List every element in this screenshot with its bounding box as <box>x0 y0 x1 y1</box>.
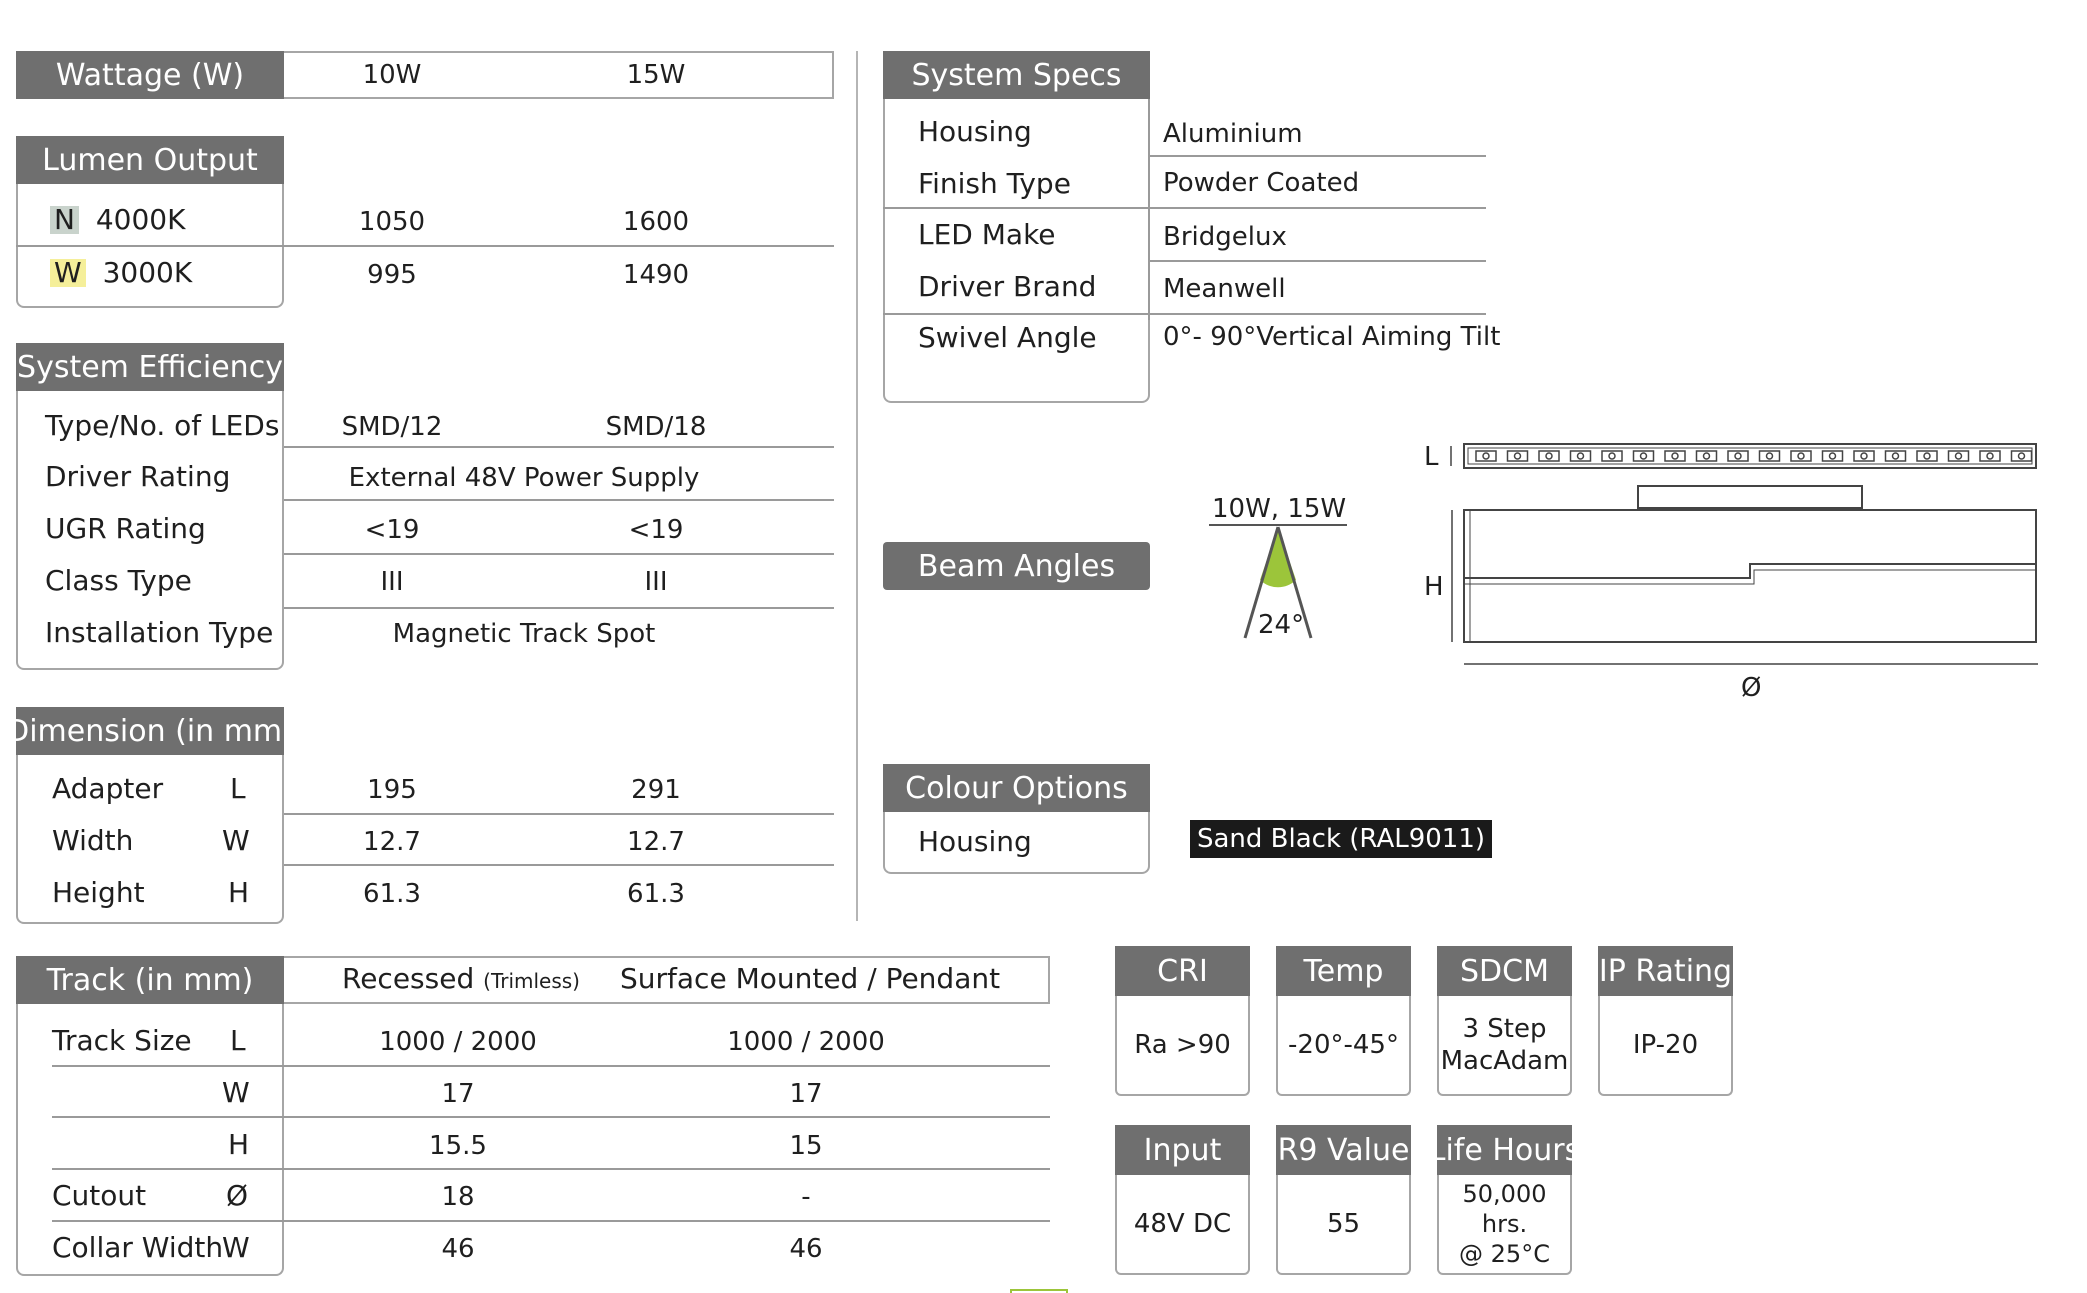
dim-width-10w: 12.7 <box>363 827 421 857</box>
lumen-4000k-10w: 1050 <box>358 207 426 237</box>
colour-swatch-sand-black: Sand Black (RAL9011) <box>1190 820 1492 858</box>
lumen-4000k-15w: 1600 <box>622 207 690 237</box>
track-size-recessed: 1000 / 2000 <box>379 1027 537 1057</box>
eff-class-10w: III <box>380 567 404 597</box>
warm-tag: W <box>50 259 86 287</box>
dim-adapter-10w: 195 <box>367 775 417 805</box>
lumen-divider <box>16 245 834 247</box>
eff-label-leds: Type/No. of LEDs <box>45 409 280 442</box>
sdcm-value-line1: 3 Step <box>1462 1013 1547 1044</box>
colour-label-housing: Housing <box>918 825 1032 858</box>
dim-label-width: Width <box>52 824 134 857</box>
led-dot <box>1483 453 1489 459</box>
led-dot <box>1861 453 1867 459</box>
spec-label-led: LED Make <box>918 218 1056 251</box>
lumen-label-4000k: 4000K <box>95 203 186 236</box>
dim-divider-2 <box>284 864 834 866</box>
lumen-label-3000k: 3000K <box>102 256 193 289</box>
eff-divider-3 <box>284 553 834 555</box>
led-dot <box>1767 453 1773 459</box>
eff-divider-4 <box>284 607 834 609</box>
spec-value-driver: Meanwell <box>1163 274 1286 304</box>
led-dot <box>1987 453 1993 459</box>
track-h-recessed: 15.5 <box>429 1131 487 1161</box>
spec-value-led: Bridgelux <box>1163 222 1287 252</box>
bottom-green-mark <box>1010 1289 1068 1293</box>
life-value <box>1437 1175 1572 1275</box>
beam-angle-value: 24° <box>1258 610 1305 640</box>
track-cutout-surface: - <box>801 1182 811 1212</box>
track-col-recessed <box>342 962 580 995</box>
eff-label-install: Installation Type <box>45 616 274 649</box>
spec-label-finish: Finish Type <box>918 167 1071 200</box>
spec-value-finish: Powder Coated <box>1163 168 1360 198</box>
track-label-size: Track Size <box>52 1024 192 1057</box>
dim-label-adapter: Adapter <box>52 772 164 805</box>
led-dot <box>2019 453 2025 459</box>
eff-divider-1 <box>284 446 834 448</box>
eff-leds-15w: SMD/18 <box>605 412 707 442</box>
dim-height-15w: 61.3 <box>627 879 685 909</box>
specs-inner-divider <box>1148 99 1150 320</box>
track-sym-dia: Ø <box>226 1179 249 1212</box>
ip-header: IP Rating <box>1598 946 1733 996</box>
eff-class-15w: III <box>644 567 668 597</box>
spec-value-swivel: 0°- 90°Vertical Aiming Tilt <box>1163 322 1501 352</box>
eff-label-driver: Driver Rating <box>45 460 231 493</box>
input-header: Input <box>1115 1125 1250 1175</box>
sdcm-value-line2: MacAdam <box>1440 1046 1569 1076</box>
drawing-label-l: L <box>1424 442 1439 472</box>
track-collar-surface: 46 <box>789 1234 823 1264</box>
lumen-3000k-15w: 1490 <box>622 260 690 290</box>
track-w-recessed: 17 <box>441 1079 475 1109</box>
cri-header: CRI <box>1115 946 1250 996</box>
track-col-surface: Surface Mounted / Pendant <box>620 962 1001 995</box>
drawing-label-h: H <box>1424 572 1444 602</box>
lumen-3000k-10w: 995 <box>367 260 417 290</box>
spec-divider-1 <box>1150 155 1486 157</box>
eff-ugr-10w: <19 <box>364 515 420 545</box>
dim-sym-l: L <box>230 772 246 805</box>
dimension-header: Dimension (in mm) <box>16 707 284 755</box>
track-sym-l: L <box>230 1024 246 1057</box>
track-cutout-recessed: 18 <box>441 1182 475 1212</box>
track-header: Track (in mm) <box>16 956 284 1004</box>
temp-value: -20°-45° <box>1276 996 1411 1096</box>
spec-divider-4 <box>883 313 1486 315</box>
dimension-drawing <box>1400 432 2050 702</box>
spec-label-housing: Housing <box>918 115 1032 148</box>
eff-ugr-15w: <19 <box>628 515 684 545</box>
wattage-header: Wattage (W) <box>16 51 284 99</box>
wattage-col-15w: 15W <box>626 60 686 90</box>
track-w-surface: 17 <box>789 1079 823 1109</box>
wattage-col-10w: 10W <box>362 60 422 90</box>
led-dot <box>1704 453 1710 459</box>
spec-value-housing: Aluminium <box>1163 119 1303 149</box>
track-divider-1 <box>52 1065 1050 1067</box>
eff-driver-span: External 48V Power Supply <box>348 463 700 493</box>
track-divider-3 <box>52 1168 1050 1170</box>
led-dot <box>1515 453 1521 459</box>
eff-label-ugr: UGR Rating <box>45 512 206 545</box>
ip-value: IP-20 <box>1598 996 1733 1096</box>
track-divider-2 <box>52 1116 1050 1118</box>
eff-divider-2 <box>284 499 834 501</box>
track-col-recessed-sub: (Trimless) <box>483 969 580 993</box>
track-label-collar: Collar Width <box>52 1231 224 1264</box>
led-dot <box>1924 453 1930 459</box>
column-separator <box>856 51 858 921</box>
r9-header: R9 Value <box>1276 1125 1411 1175</box>
spec-label-driver: Driver Brand <box>918 270 1097 303</box>
dim-sym-w: W <box>222 824 250 857</box>
track-sym-h: H <box>228 1128 250 1161</box>
led-dot <box>1672 453 1678 459</box>
life-header: Life Hours <box>1437 1125 1572 1175</box>
eff-install-span: Magnetic Track Spot <box>392 619 656 649</box>
neutral-tag: N <box>50 206 79 234</box>
dim-width-15w: 12.7 <box>627 827 685 857</box>
spec-divider-3 <box>1150 260 1486 262</box>
beam-title: 10W, 15W <box>1212 494 1347 524</box>
dim-sym-h: H <box>228 876 250 909</box>
led-dot <box>1830 453 1836 459</box>
track-size-surface: 1000 / 2000 <box>727 1027 885 1057</box>
track-h-surface: 15 <box>789 1131 823 1161</box>
spec-label-swivel: Swivel Angle <box>918 321 1097 354</box>
track-sym-w: W <box>222 1076 250 1109</box>
input-value: 48V DC <box>1115 1175 1250 1275</box>
dim-height-10w: 61.3 <box>363 879 421 909</box>
track-sym-collar-w: W <box>222 1231 250 1264</box>
lumen-row-3000k <box>50 256 193 289</box>
specs-header: System Specs <box>883 51 1150 99</box>
led-dot <box>1798 453 1804 459</box>
spec-divider-2 <box>883 207 1486 209</box>
cri-value: Ra >90 <box>1115 996 1250 1096</box>
dim-divider-1 <box>284 813 834 815</box>
beam-header: Beam Angles <box>883 542 1150 590</box>
dim-adapter-15w: 291 <box>631 775 681 805</box>
track-col-recessed-main: Recessed <box>342 962 475 995</box>
life-value-line2: @ 25°C <box>1459 1240 1550 1268</box>
sdcm-value <box>1437 996 1572 1096</box>
led-dot <box>1578 453 1584 459</box>
life-value-line1: 50,000 hrs. <box>1462 1180 1547 1238</box>
r9-value: 55 <box>1276 1175 1411 1275</box>
track-label-cutout: Cutout <box>52 1179 147 1212</box>
track-divider-4 <box>52 1220 1050 1222</box>
temp-header: Temp <box>1276 946 1411 996</box>
colour-header: Colour Options <box>883 764 1150 812</box>
drawing-label-dia: Ø <box>1741 673 1762 703</box>
sdcm-header: SDCM <box>1437 946 1572 996</box>
eff-label-class: Class Type <box>45 564 192 597</box>
led-dot <box>1641 453 1647 459</box>
led-dot <box>1609 453 1615 459</box>
dim-label-height: Height <box>52 876 145 909</box>
efficiency-header: System Efficiency <box>16 343 284 391</box>
track-collar-recessed: 46 <box>441 1234 475 1264</box>
led-dot <box>1735 453 1741 459</box>
lumen-row-4000k <box>50 203 186 236</box>
eff-leds-10w: SMD/12 <box>341 412 443 442</box>
lumen-header: Lumen Output <box>16 136 284 184</box>
led-dot <box>1546 453 1552 459</box>
led-dot <box>1893 453 1899 459</box>
led-dot <box>1956 453 1962 459</box>
